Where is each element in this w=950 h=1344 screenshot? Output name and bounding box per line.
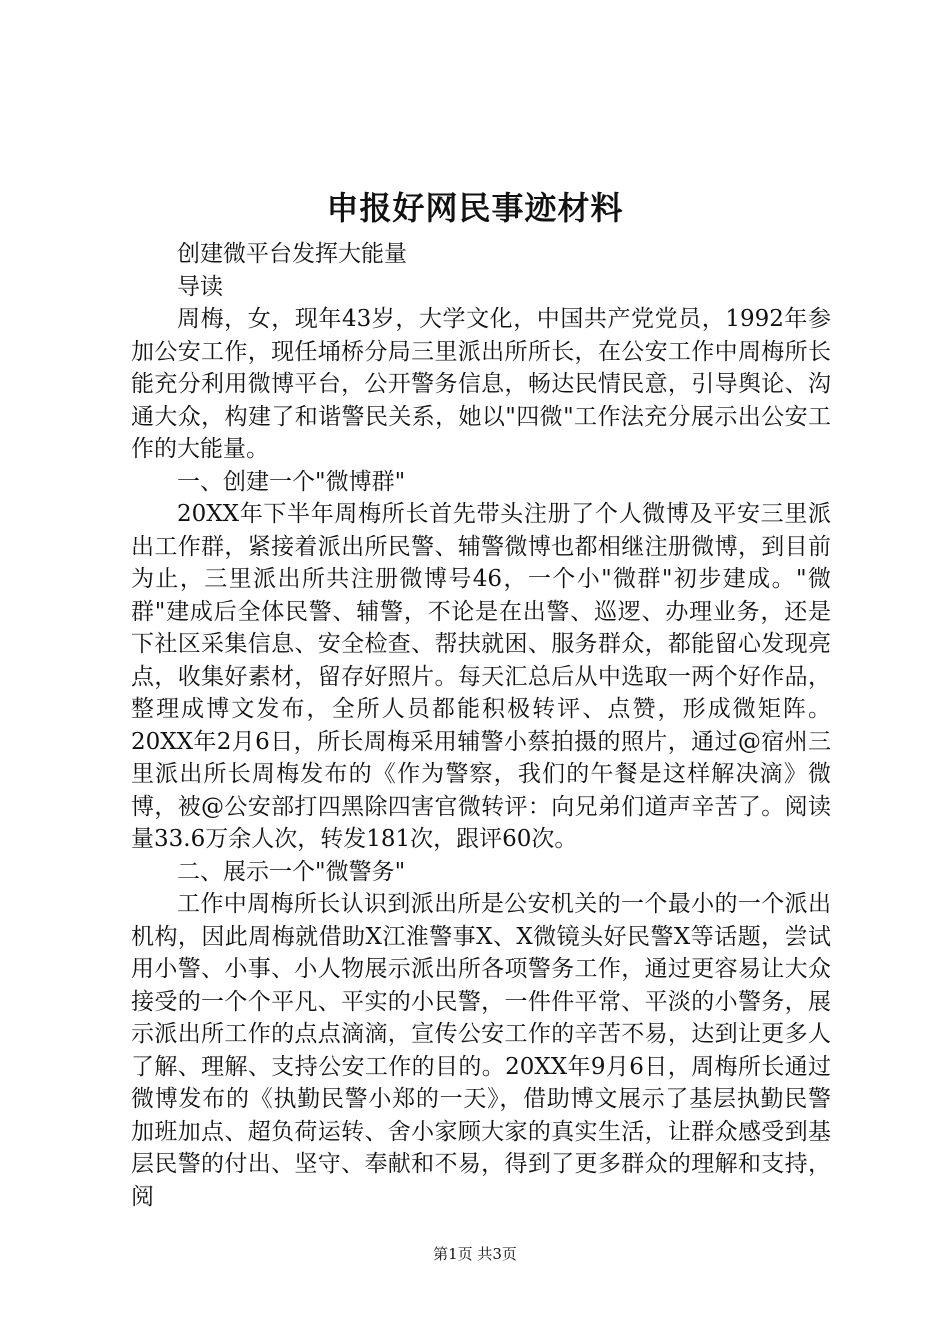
intro-paragraph: 周梅，女，现年43岁，大学文化，中国共产党党员，1992年参加公安工作，现任埇桥分局三里派出所所长，在公安工作中周梅所长能充分利用微博平台，公开警务信息，畅达民情民意，引导舆论、沟通大众，构建了和谐警民关系，她以"四微"工作法充分展示出公安工作的大能量。: [131, 306, 831, 462]
document-title: 申报好网民事迹材料: [326, 189, 624, 227]
section-heading-2: 二、展示一个"微警务": [177, 858, 406, 885]
subtitle-paragraph: 创建微平台发挥大能量: [177, 241, 407, 267]
section-1-paragraph: 20XX年下半年周梅所长首先带头注册了个人微博及平安三里派出工作群，紧接着派出所民警、辅警微博也都相继注册微博，到目前为止，三里派出所共注册微博号46，一个小"微群"初步建成。"微群"建成后全体民警、辅警，不论是在出警、巡逻、办理业务，还是下社区采集信息、安全检查、帮扶就困、服务群众，都能留心发现亮点，收集好素材，留存好照片。每天汇总后从中选取一两个好作品，整理成博文发布，全所人员都能积极转评、点赞，形成微矩阵。20XX年2月6日，所长周梅采用辅警小蔡拍摄的照片，通过@宿州三里派出所长周梅发布的《作为警察，我们的午餐是这样解决滴》微博，被@公安部打四黑除四害官微转评：向兄弟们道声辛苦了。阅读量33.6万余人次，转发181次，跟评60次。: [131, 501, 831, 852]
document-body: [131, 238, 831, 1213]
section-2-paragraph: 工作中周梅所长认识到派出所是公安机关的一个最小的一个派出机构，因此周梅就借助X江淮警事X、X微镜头好民警X等话题，尝试用小警、小事、小人物展示派出所各项警务工作，通过更容易让大众接受的一个个平凡、平实的小民警，一件件平常、平淡的小警务，展示派出所工作的点点滴滴，宣传公安工作的辛苦不易，达到让更多人了解、理解、支持公安工作的目的。20XX年9月6日，周梅所长通过微博发布的《执勤民警小郑的一天》，借助博文展示了基层执勤民警加班加点、超负荷运转、舍小家顾大家的真实生活，让群众感受到基层民警的付出、坚守、奉献和不易，得到了更多群众的理解和支持，阅: [131, 891, 831, 1210]
page-number-footer: 第1页 共3页: [433, 1245, 517, 1263]
section-heading-1: 一、创建一个"微博群": [177, 468, 406, 495]
guide-heading: 导读: [177, 273, 223, 300]
